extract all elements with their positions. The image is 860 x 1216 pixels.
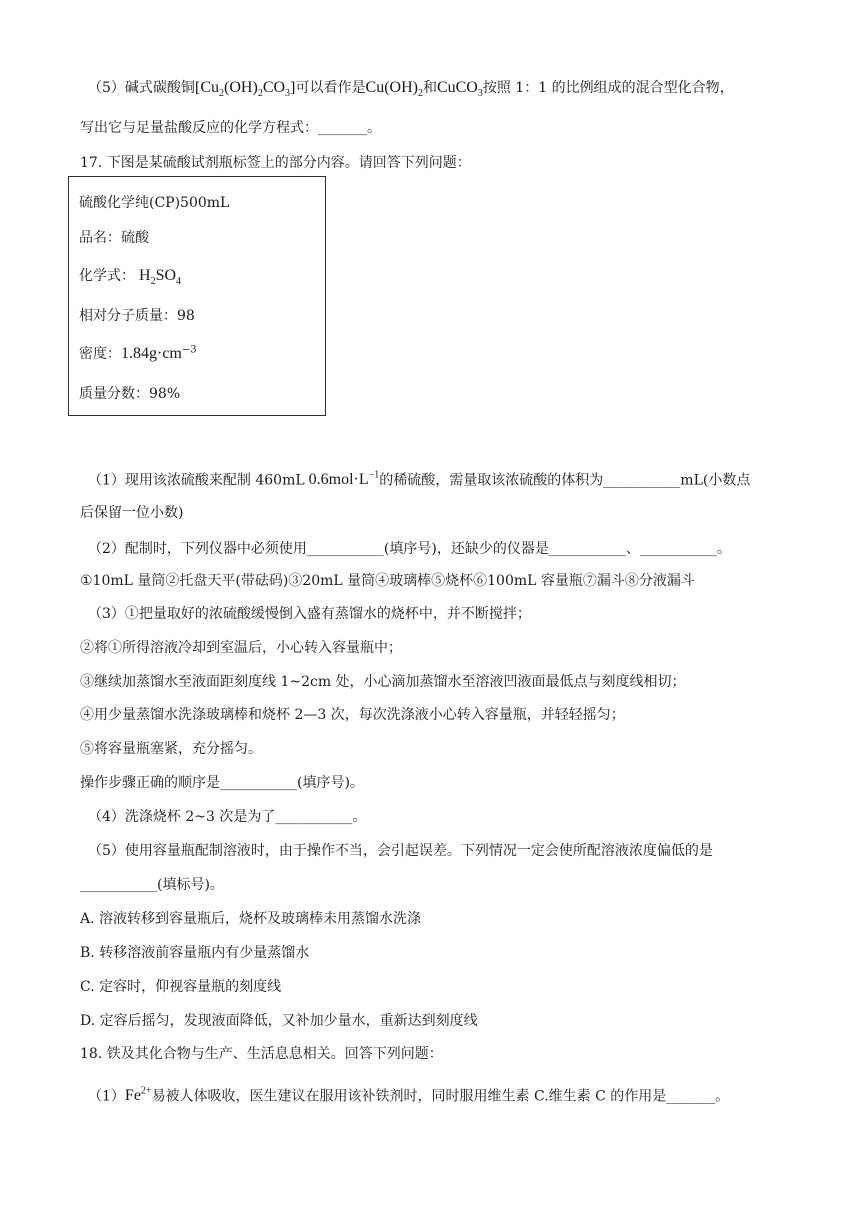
text: （1） — [88, 1088, 125, 1105]
text: 的稀硫酸，需量取该浓硫酸的体积为___________mL(小数点 — [379, 472, 751, 489]
q16-5-line2: 写出它与足量盐酸反应的化学方程式：_______。 — [80, 120, 381, 136]
q18-p1 — [88, 1081, 729, 1107]
density-exponent: −3 — [181, 344, 197, 356]
formula-copper-carbonate: CuCO$_3$ — [436, 79, 483, 100]
text: 密度： — [79, 346, 121, 362]
q17-option-b: B. 转移溶液前容量瓶内有少量蒸馏水 — [80, 945, 310, 961]
q17-option-a: A. 溶液转移到容量瓶后，烧杯及玻璃棒未用蒸馏水洗涤 — [80, 911, 422, 927]
q17-p3-step4: ④用少量蒸馏水洗涤玻璃棒和烧杯 2—3 次，每次洗涤液小心转入容量瓶，并轻轻摇匀； — [80, 707, 625, 723]
label-formula — [79, 265, 181, 287]
q17-p1-line1 — [88, 465, 750, 491]
text: （1）现用该浓硫酸来配制 460mL — [88, 472, 305, 489]
q17-p5-line1: （5）使用容量瓶配制溶液时，由于操作不当，会引起误差。下列情况一定会使所配溶液浓度偏低的是 — [88, 843, 713, 859]
q17-p5-line2: ___________(填标号)。 — [80, 877, 224, 893]
text: （5）碱式碳酸铜[ — [88, 80, 201, 96]
q17-p1-line2: 后保留一位小数) — [80, 505, 184, 521]
q17-p2-line1: （2）配制时，下列仪器中必须使用___________(填序号)，还缺少的仪器是___________、___________。 — [88, 541, 731, 557]
q17-p2-line2: ①10mL 量筒②托盘天平(带砝码)③20mL 量筒④玻璃棒⑤烧杯⑥100mL 容量瓶⑦漏斗⑧分液漏斗 — [80, 573, 695, 589]
formula-sulfuric-acid: $H_2SO_4$ — [135, 267, 182, 288]
text: 化学式： — [79, 268, 135, 284]
formula-copper-hydroxide: $Cu(OH)_2$ — [365, 79, 423, 100]
text: ]可以看作是 — [290, 80, 366, 96]
q17-p4: （4）洗涤烧杯 2~3 次是为了___________。 — [88, 809, 367, 825]
formula-concentration: $0.6mol\cdot L^{-1}$ — [304, 470, 380, 489]
reagent-label-box — [68, 176, 326, 416]
q17-p3-step2: ②将①所得溶液冷却到室温后，小心转入容量瓶中； — [80, 640, 402, 656]
q17-intro: 17. 下图是某硫酸试剂瓶标签上的部分内容。请回答下列问题： — [80, 155, 471, 171]
q17-p3-step5: ⑤将容量瓶塞紧，充分摇匀。 — [80, 741, 262, 757]
text: 按照 1：1 的比例组成的混合型化合物， — [482, 80, 734, 96]
label-density — [79, 343, 197, 363]
text: 易被人体吸收，医生建议在服用该补铁剂时，同时服用维生素 C.维生素 C 的作用是_______。 — [151, 1088, 730, 1105]
label-name: 品名：硫酸 — [79, 230, 149, 246]
q18-intro: 18. 铁及其化合物与生产、生活息息相关。回答下列问题： — [80, 1046, 443, 1062]
q17-option-d: D. 定容后摇匀，发现液面降低，又补加少量水，重新达到刻度线 — [80, 1013, 478, 1029]
label-molar-mass: 相对分子质量：98 — [79, 308, 195, 324]
density-value: 1.84g·cm — [121, 345, 182, 362]
formula-ferrous-ion: $Fe^{2+}$ — [124, 1086, 152, 1105]
q17-p3-step3: ③继续加蒸馏水至液面距刻度线 1~2cm 处，小心滴加蒸馏水至溶液凹液面最低点与刻度线相切； — [80, 674, 686, 690]
q17-p3-step1: （3）①把量取好的浓硫酸缓慢倒入盛有蒸馏水的烧杯中，并不断搅拌； — [88, 606, 531, 622]
text: 和 — [422, 80, 437, 96]
label-title: 硫酸化学纯(CP)500mL — [79, 195, 230, 211]
q17-p3-order: 操作步骤正确的顺序是___________(填序号)。 — [80, 775, 364, 791]
q17-option-c: C. 定容时，仰视容量瓶的刻度线 — [80, 979, 282, 995]
q16-5-line1 — [88, 77, 734, 105]
label-mass-fraction: 质量分数：98% — [79, 386, 181, 402]
formula-basic-copper-carbonate: $Cu_2(OH)_2CO_3$ — [200, 79, 291, 100]
